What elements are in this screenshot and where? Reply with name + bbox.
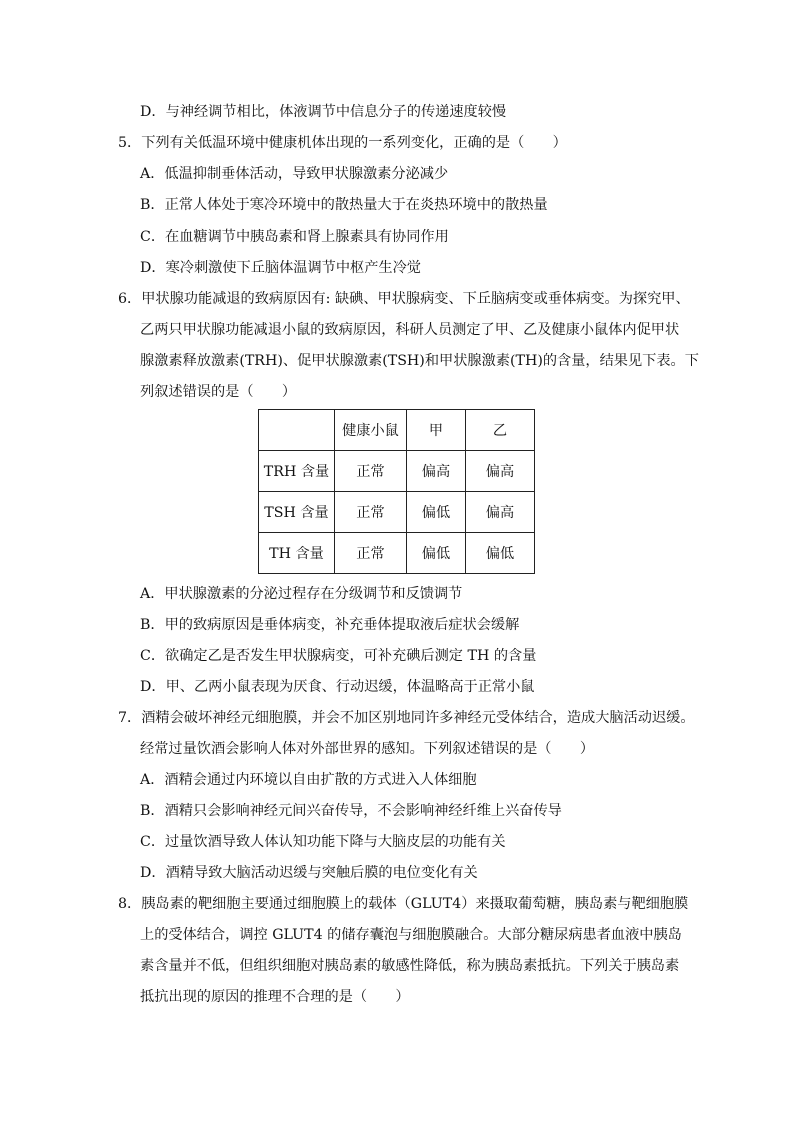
- table-cell: 偏低: [407, 492, 466, 533]
- table-header-cell: 健康小鼠: [335, 410, 407, 451]
- q8-stem-line-3: 素含量并不低，但组织细胞对胰岛素的敏感性降低，称为胰岛素抵抗。下列关于胰岛素: [140, 958, 680, 974]
- table-cell: 正常: [335, 533, 407, 574]
- q5-option-d: D．寒冷刺激使下丘脑体温调节中枢产生冷觉: [140, 260, 421, 276]
- table-cell: TRH 含量: [259, 451, 335, 492]
- q6-option-c: C．欲确定乙是否发生甲状腺病变，可补充碘后测定 TH 的含量: [140, 648, 537, 664]
- q7-option-c: C．过量饮酒导致人体认知功能下降与大脑皮层的功能有关: [140, 834, 506, 850]
- q5-option-a: A．低温抑制垂体活动，导致甲状腺激素分泌减少: [140, 166, 449, 182]
- table-cell: 偏低: [407, 533, 466, 574]
- q8-stem-line-2: 上的受体结合，调控 GLUT4 的储存囊泡与细胞膜融合。大部分糖尿病患者血液中胰岛: [140, 927, 682, 943]
- table-header-cell: [259, 410, 335, 451]
- table-cell: TH 含量: [259, 533, 335, 574]
- q7-option-d: D．酒精导致大脑活动迟缓与突触后膜的电位变化有关: [140, 865, 478, 881]
- q6-stem-line-2: 乙两只甲状腺功能减退小鼠的致病原因，科研人员测定了甲、乙及健康小鼠体内促甲状: [140, 322, 680, 338]
- q7-stem-line-1: 7．酒精会破坏神经元细胞膜，并会不加区别地同许多神经元受体结合，造成大脑活动迟缓。: [118, 710, 695, 726]
- table-header-cell: 甲: [407, 410, 466, 451]
- table-header-cell: 乙: [466, 410, 535, 451]
- table-cell: 偏高: [407, 451, 466, 492]
- q6-option-d: D．甲、乙两小鼠表现为厌食、行动迟缓，体温略高于正常小鼠: [140, 679, 535, 695]
- table-cell: 偏低: [466, 533, 535, 574]
- table-cell: 正常: [335, 492, 407, 533]
- q8-stem-line-4: 抵抗出现的原因的推理不合理的是（ ）: [140, 989, 410, 1005]
- table-cell: 偏高: [466, 492, 535, 533]
- q7-option-b: B．酒精只会影响神经元间兴奋传导，不会影响神经纤维上兴奋传导: [140, 803, 562, 819]
- q5-option-c: C．在血糖调节中胰岛素和肾上腺素具有协同作用: [140, 229, 449, 245]
- q7-stem-line-2: 经常过量饮酒会影响人体对外部世界的感知。下列叙述错误的是（ ）: [140, 741, 595, 757]
- q4-option-d: D．与神经调节相比，体液调节中信息分子的传递速度较慢: [140, 104, 507, 120]
- q7-option-a: A．酒精会通过内环境以自由扩散的方式进入人体细胞: [140, 772, 477, 788]
- q6-option-a: A．甲状腺激素的分泌过程存在分级调节和反馈调节: [140, 586, 463, 602]
- table-header-row: [259, 410, 535, 451]
- table-row: [259, 492, 535, 533]
- q6-stem-line-3: 腺激素释放激素(TRH)、促甲状腺激素(TSH)和甲状腺激素(TH)的含量，结果见下表。下: [140, 353, 699, 369]
- table-cell: 偏高: [466, 451, 535, 492]
- q6-data-table: [258, 409, 535, 574]
- q5-option-b: B．正常人体处于寒冷环境中的散热量大于在炎热环境中的散热量: [140, 197, 548, 213]
- table-row: [259, 533, 535, 574]
- q5-stem: 5．下列有关低温环境中健康机体出现的一系列变化，正确的是（ ）: [118, 135, 567, 151]
- q6-stem-line-1: 6．甲状腺功能减退的致病原因有: 缺碘、甲状腺病变、下丘脑病变或垂体病变。为探究甲、: [118, 291, 690, 307]
- q6-option-b: B．甲的致病原因是垂体病变，补充垂体提取液后症状会缓解: [140, 617, 520, 633]
- q6-stem-line-4: 列叙述错误的是（ ）: [140, 384, 297, 400]
- table-cell: 正常: [335, 451, 407, 492]
- table-cell: TSH 含量: [259, 492, 335, 533]
- table-row: [259, 451, 535, 492]
- q8-stem-line-1: 8．胰岛素的靶细胞主要通过细胞膜上的载体（GLUT4）来摄取葡萄糖，胰岛素与靶细胞膜: [118, 896, 689, 912]
